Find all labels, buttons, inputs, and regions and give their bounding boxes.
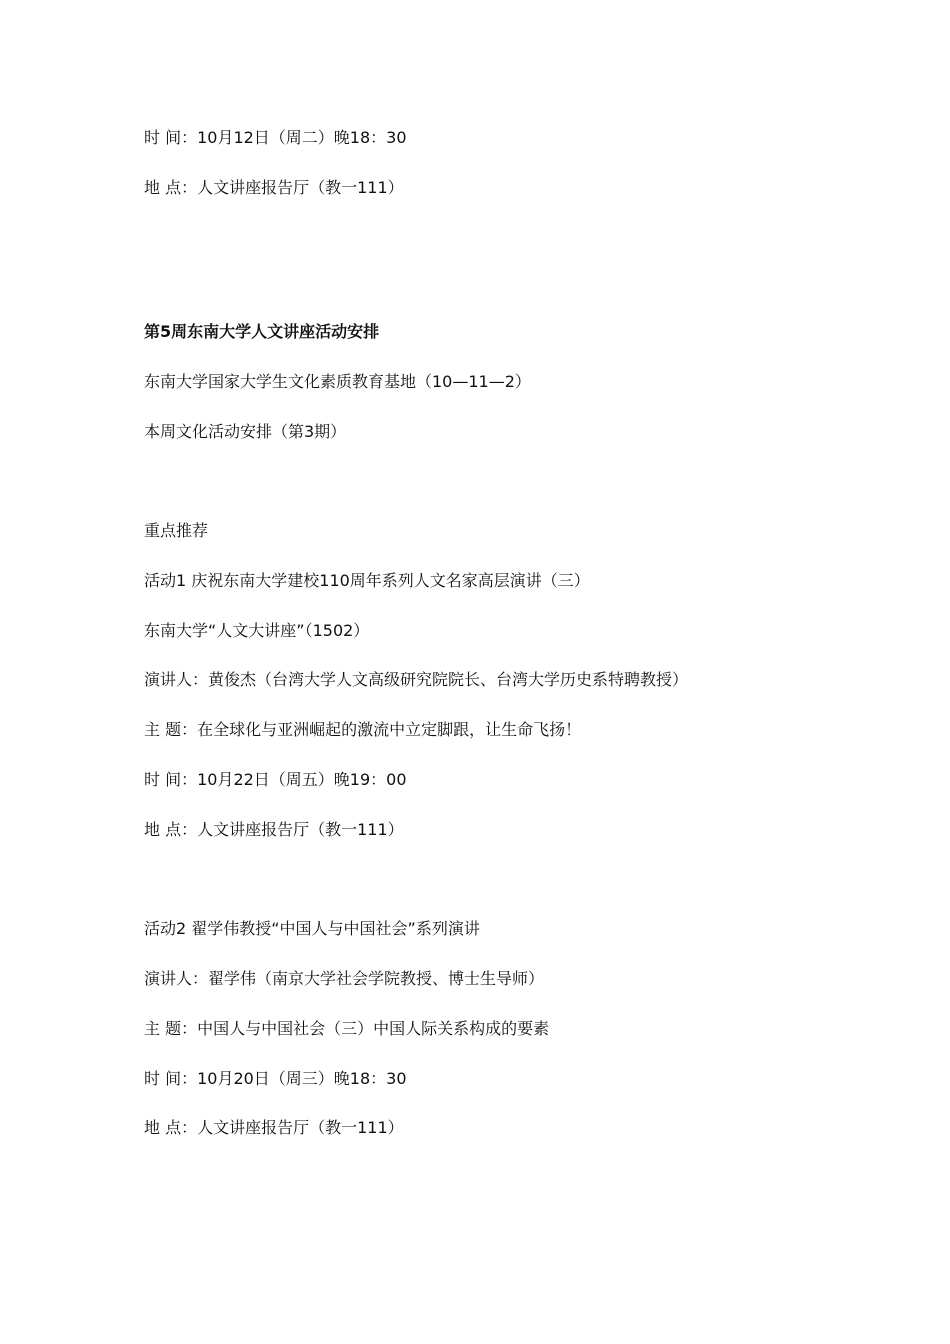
activity2-speaker: 演讲人：翟学伟（南京大学社会学院教授、博士生导师） (144, 969, 545, 988)
activity1-time: 时 间：10月22日（周五）晚19：00 (144, 770, 407, 789)
prev-time: 时 间：10月12日（周二）晚18：30 (144, 128, 407, 147)
issue-line: 本周文化活动安排（第3期） (144, 422, 347, 441)
highlight-title: 重点推荐 (144, 521, 209, 540)
activity2-place: 地 点：人文讲座报告厅（教一111） (144, 1118, 404, 1137)
activity1-speaker: 演讲人：黄俊杰（台湾大学人文高级研究院院长、台湾大学历史系特聘教授） (144, 670, 689, 689)
activity2-time: 时 间：10月20日（周三）晚18：30 (144, 1069, 407, 1088)
activity1-topic: 主 题：在全球化与亚洲崛起的激流中立定脚跟，让生命飞扬！ (144, 720, 582, 739)
activity1-title: 活动1 庆祝东南大学建校110周年系列人文名家高层演讲（三） (144, 571, 590, 590)
base-line: 东南大学国家大学生文化素质教育基地（10—11—2） (144, 372, 531, 391)
week-heading: 第5周东南大学人文讲座活动安排 (144, 322, 380, 341)
activity2-title: 活动2 翟学伟教授“中国人与中国社会”系列演讲 (144, 919, 480, 938)
activity2-topic: 主 题：中国人与中国社会（三）中国人际关系构成的要素 (144, 1019, 550, 1038)
activity1-place: 地 点：人文讲座报告厅（教一111） (144, 820, 404, 839)
activity1-series: 东南大学“人文大讲座”（1502） (144, 621, 370, 640)
prev-place: 地 点：人文讲座报告厅（教一111） (144, 178, 404, 197)
